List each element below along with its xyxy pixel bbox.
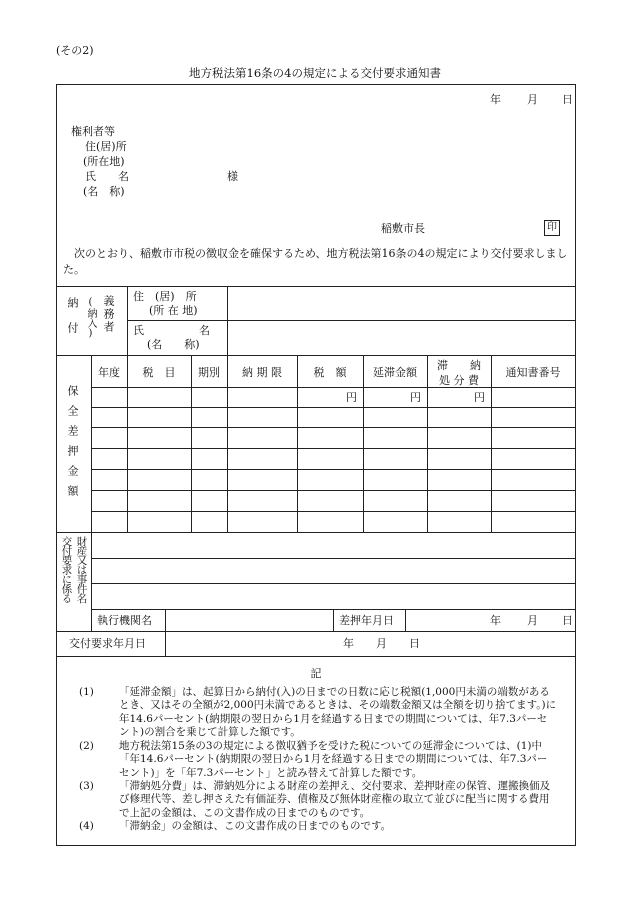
taxpayer-label-payment-sub: (納入) [85,297,96,339]
amount-section-label: 保全差押金額 [66,385,79,505]
seizure-date-month: 月 [527,614,538,627]
note-text: 「滞納処分費」は、滞納処分による財産の差押え、交付要求、差押財産の保管、運搬換価及び修理代等、差し押さえた有価証券、債権及び無体財産権の取立て並びに配当に関する費用で上記の金額は、この文書作成の日までのものです。 [119,780,551,819]
taxpayer-address-label: 住 (居) 所 [133,290,197,303]
note-number: (1) [79,686,94,698]
note-item [79,740,557,780]
intro-text: 次のとおり、稲敷市市税の徴収金を確保するため、地方税法第16条の4の規定により交付要求しました。 [63,247,568,276]
header-fiscal-year: 年度 [98,366,120,379]
note-text: 「滞納金」の金額は、この文書作成の日までのものです。 [119,820,392,832]
note-item [79,820,557,836]
header-delinquency: 滞 納 [437,359,481,372]
notice-form [56,84,576,846]
property-section-label: 交付要求に係る [60,536,73,603]
recipient-name-sub: (名 称) [83,185,125,198]
yen-unit-disposal: 円 [474,391,485,404]
request-date-month: 月 [376,637,387,650]
note-number: (2) [79,740,94,752]
note-item [79,686,557,740]
seizure-date-label: 差押年月日 [339,614,394,627]
note-item [79,780,557,820]
issue-date-month: 月 [527,93,538,106]
recipient-address-sub: (所在地) [83,155,125,168]
notes-title: 記 [310,667,322,680]
recipient-label: 権利者等 [71,125,115,138]
request-date-label: 交付要求年月日 [69,637,146,650]
taxpayer-name-sub: (名 称) [147,338,200,351]
taxpayer-label-payment: 納付 [66,297,79,347]
yen-unit-tax: 円 [346,391,357,404]
document-title: 地方税法第16条の4の規定による交付要求通知書 [189,66,441,80]
request-date-day: 日 [409,637,420,650]
issue-date-year: 年 [490,93,501,106]
note-number: (4) [79,820,94,832]
issuer-name: 稲敷市長 [381,222,425,235]
header-due-date: 納 期 限 [242,366,282,379]
recipient-name-label: 氏 名 [85,170,129,183]
recipient-address-label: 住(居)所 [85,140,127,153]
note-number: (3) [79,780,94,792]
request-date-year: 年 [343,637,354,650]
header-tax-item: 税 目 [142,366,176,379]
issue-date-day: 日 [562,93,573,106]
header-disposal-cost: 処 分 費 [439,374,479,387]
header-notice-number: 通知書番号 [505,366,561,379]
note-text: 「延滞金額」は、起算日から納付(入)の日までの日数に応じ税額(1,000円未満の端数があるとき、又はその全額が2,000円未満であるときは、その端数金額又は全額を切り捨てます。)に年14.6パーセント(納期限の翌日から1月を経過する日までの期間については、年7.3パーセント)の割合を乗じて計算した額です。 [119,686,557,739]
seizure-date-year: 年 [490,614,501,627]
property-sub-label: 財産又は事件名 [75,536,88,603]
note-text: 地方税法第15条の3の規定による徴収猶予を受けた税についての延滞金については、(1)中「年14.6パーセント(納期限の翌日から1月を経過する日までの期間については、年7.3パーセント)」を「年7.3パーセント」と読み替えて計算した額です。 [119,740,548,779]
header-period: 期別 [198,366,220,379]
taxpayer-address-sub: (所 在 地) [149,304,198,317]
taxpayer-label-obligor: 義務者 [102,295,115,334]
header-late-fee: 延滞金額 [373,366,417,379]
seal-mark: 印 [544,220,560,236]
taxpayer-name-label: 氏 名 [133,324,210,337]
yen-unit-late-fee: 円 [410,391,421,404]
page-label: (その2) [56,44,94,57]
seizure-date-day: 日 [562,614,573,627]
header-tax-amount: 税 額 [313,366,347,379]
execution-agency-label: 執行機関名 [97,614,152,627]
recipient-honorific: 様 [227,170,238,183]
